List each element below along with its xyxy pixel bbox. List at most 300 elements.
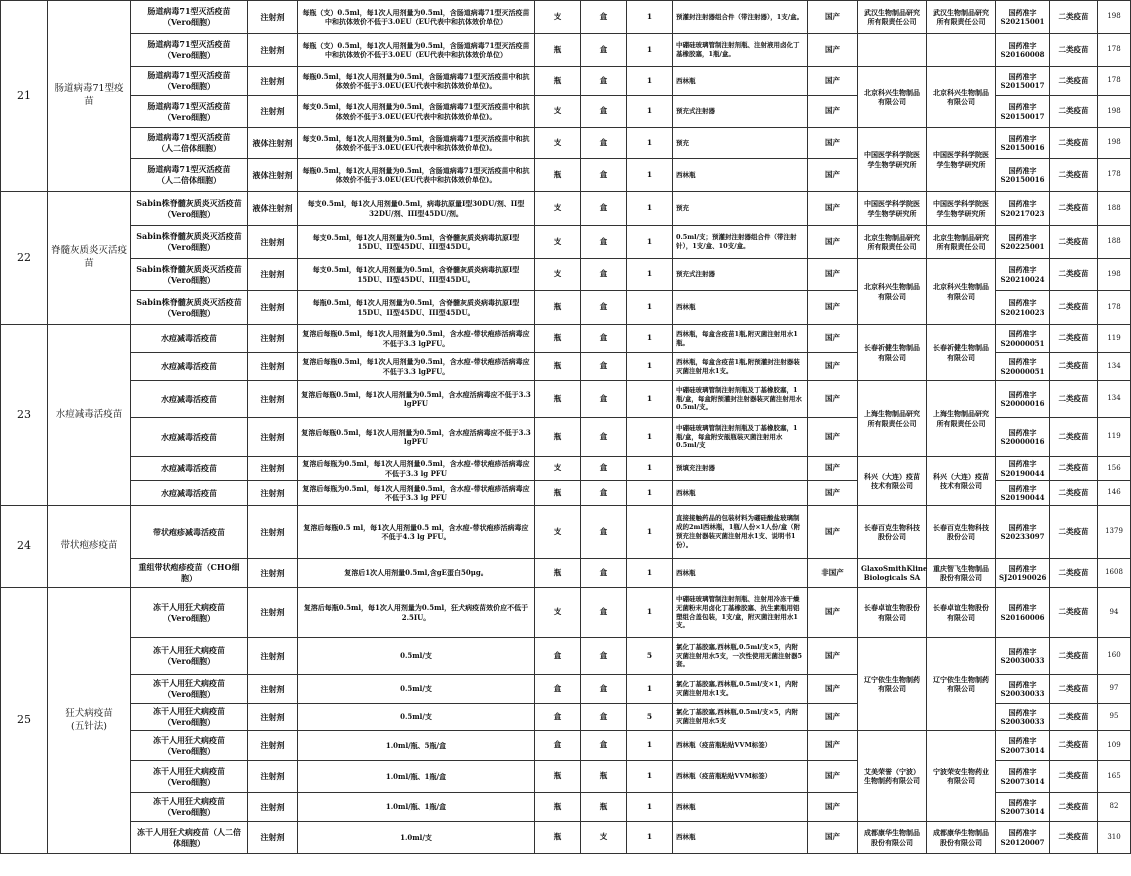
package-unit: 盒 xyxy=(581,291,627,325)
conversion-qty: 1 xyxy=(627,457,673,481)
conversion-qty: 1 xyxy=(627,291,673,325)
origin: 国产 xyxy=(808,353,858,381)
origin: 国产 xyxy=(808,259,858,291)
price: 160 xyxy=(1098,638,1131,675)
table-row xyxy=(1,1,1131,34)
price: 310 xyxy=(1098,822,1131,854)
table-row xyxy=(1,506,1131,559)
generic-name: 狂犬病疫苗 (五针法) xyxy=(48,588,131,854)
approval-number: 国药准字 S20150016 xyxy=(996,128,1050,159)
price: 198 xyxy=(1098,128,1131,159)
dosage-form: 注射剂 xyxy=(248,1,298,34)
vaccine-category: 二类疫苗 xyxy=(1050,704,1098,731)
manufacturer: 中国医学科学院医学生物学研究所 xyxy=(927,192,996,226)
specification: 复溶后每瓶0.5ml，每1次人用剂量为0.5ml，含水痘-带状疱疹活病毒应不低于3.3 lgPFU。 xyxy=(298,325,535,353)
approval-number: 国药准字 S20210023 xyxy=(996,291,1050,325)
specification: 每瓶0.5ml，每1次人用剂量为0.5ml，含肠道病毒71型灭活疫苗中和抗体效价不低于3.0EU(EU代表中和抗体效价单位)。 xyxy=(298,67,535,96)
dosage-form: 注射剂 xyxy=(248,226,298,259)
package-material: 氯化丁基胶塞,西林瓶,0.5ml/支×1，内附灭菌注射用水1支。 xyxy=(673,675,808,704)
conversion-qty: 1 xyxy=(627,761,673,793)
package-material: 预灌封注射器组合件（带注射器），1支/盒。 xyxy=(673,1,808,34)
min-unit: 支 xyxy=(535,1,581,34)
product-name: 水痘减毒活疫苗 xyxy=(131,418,248,457)
min-unit: 瓶 xyxy=(535,418,581,457)
package-unit: 盒 xyxy=(581,259,627,291)
package-unit: 盒 xyxy=(581,159,627,192)
approval-number: 国药准字 S20073014 xyxy=(996,793,1050,822)
vaccine-category: 二类疫苗 xyxy=(1050,822,1098,854)
vaccine-category: 二类疫苗 xyxy=(1050,192,1098,226)
marketing-holder: 上海生物制品研究所有限责任公司 xyxy=(858,381,927,457)
specification: 复溶后每瓶0.5ml，每1次人用剂量为0.5ml，含水痘活病毒应不低于3.3 lgPFU xyxy=(298,418,535,457)
package-unit: 瓶 xyxy=(581,761,627,793)
conversion-qty: 1 xyxy=(627,588,673,638)
approval-number: 国药准字 S20073014 xyxy=(996,761,1050,793)
min-unit: 盒 xyxy=(535,675,581,704)
min-unit: 瓶 xyxy=(535,822,581,854)
group-number: 21 xyxy=(1,1,48,192)
min-unit: 支 xyxy=(535,128,581,159)
dosage-form: 注射剂 xyxy=(248,325,298,353)
marketing-holder: 科兴（大连）疫苗技术有限公司 xyxy=(858,457,927,506)
table-row xyxy=(1,822,1131,854)
min-unit: 支 xyxy=(535,96,581,128)
price: 97 xyxy=(1098,675,1131,704)
product-name: Sabin株脊髓灰质炎灭活疫苗（Vero细胞） xyxy=(131,259,248,291)
origin: 国产 xyxy=(808,675,858,704)
vaccine-category: 二类疫苗 xyxy=(1050,793,1098,822)
min-unit: 盒 xyxy=(535,731,581,761)
min-unit: 支 xyxy=(535,457,581,481)
dosage-form: 注射剂 xyxy=(248,381,298,418)
manufacturer: 宁波荣安生物药业有限公司 xyxy=(927,731,996,822)
conversion-qty: 1 xyxy=(627,381,673,418)
dosage-form: 液体注射剂 xyxy=(248,159,298,192)
product-name: 水痘减毒活疫苗 xyxy=(131,353,248,381)
package-unit: 盒 xyxy=(581,506,627,559)
package-material: 0.5ml/支；预灌封注射器组合件（带注射针），1支/盒、10支/盒。 xyxy=(673,226,808,259)
package-unit: 盒 xyxy=(581,128,627,159)
vaccine-category: 二类疫苗 xyxy=(1050,291,1098,325)
min-unit: 支 xyxy=(535,506,581,559)
specification: 每瓶（支）0.5ml，每1次人用剂量为0.5ml，含肠道病毒71型灭活疫苗中和抗体效价不低于3.0EU（EU代表中和抗体效价单位） xyxy=(298,1,535,34)
origin: 国产 xyxy=(808,67,858,96)
origin: 国产 xyxy=(808,704,858,731)
package-material: 西林瓶，每盒含疫苗1瓶,附灭菌注射用水1瓶。 xyxy=(673,325,808,353)
package-unit: 盒 xyxy=(581,418,627,457)
dosage-form: 注射剂 xyxy=(248,638,298,675)
package-unit: 盒 xyxy=(581,675,627,704)
approval-number: 国药准字 S20000016 xyxy=(996,381,1050,418)
min-unit: 支 xyxy=(535,259,581,291)
conversion-qty: 1 xyxy=(627,67,673,96)
package-unit: 盒 xyxy=(581,731,627,761)
table-row xyxy=(1,34,1131,67)
manufacturer: 北京生物制品研究所有限责任公司 xyxy=(927,226,996,259)
conversion-qty: 1 xyxy=(627,259,673,291)
package-material: 直接接触药品的包装材料为硼硅酸盐玻璃制成的2ml西林瓶，1瓶/人份×1人份/盒（附预充注射器装灭菌注射用水1支、说明书1份）。 xyxy=(673,506,808,559)
min-unit: 瓶 xyxy=(535,67,581,96)
origin: 国产 xyxy=(808,128,858,159)
dosage-form: 注射剂 xyxy=(248,418,298,457)
product-name: 重组带状疱疹疫苗（CHO细胞） xyxy=(131,559,248,588)
package-material: 预充 xyxy=(673,192,808,226)
vaccine-category: 二类疫苗 xyxy=(1050,638,1098,675)
price: 165 xyxy=(1098,761,1131,793)
vaccine-category: 二类疫苗 xyxy=(1050,325,1098,353)
product-name: 水痘减毒活疫苗 xyxy=(131,481,248,506)
product-name: Sabin株脊髓灰质炎灭活疫苗（Vero细胞） xyxy=(131,192,248,226)
vaccine-category: 二类疫苗 xyxy=(1050,226,1098,259)
price: 198 xyxy=(1098,259,1131,291)
product-name: 水痘减毒活疫苗 xyxy=(131,457,248,481)
dosage-form: 注射剂 xyxy=(248,96,298,128)
marketing-holder: 长春卓谊生物股份有限公司 xyxy=(858,588,927,638)
group-number: 22 xyxy=(1,192,48,325)
approval-number: 国药准字 S20215001 xyxy=(996,1,1050,34)
origin: 国产 xyxy=(808,481,858,506)
package-unit: 盒 xyxy=(581,353,627,381)
min-unit: 瓶 xyxy=(535,761,581,793)
package-material: 中硼硅玻璃管制注射剂瓶、注射液用卤化丁基橡胶塞，1瓶/盒。 xyxy=(673,34,808,67)
table-row xyxy=(1,325,1131,353)
origin: 国产 xyxy=(808,159,858,192)
marketing-holder: 长春祈健生物制品有限公司 xyxy=(858,325,927,381)
price: 94 xyxy=(1098,588,1131,638)
specification: 复溶后每瓶为0.5ml，每1次人用剂量0.5ml，含水痘-带状疱疹活病毒应不低于3.3 lg PFU xyxy=(298,481,535,506)
conversion-qty: 1 xyxy=(627,559,673,588)
package-material: 氯化丁基胶塞,西林瓶,0.5ml/支×5，内附灭菌注射用水5支 xyxy=(673,704,808,731)
generic-name: 脊髓灰质炎灭活疫苗 xyxy=(48,192,131,325)
price: 178 xyxy=(1098,34,1131,67)
manufacturer: 辽宁依生生物制药有限公司 xyxy=(927,638,996,731)
marketing-holder: 北京生物制品研究所有限责任公司 xyxy=(858,226,927,259)
price: 95 xyxy=(1098,704,1131,731)
table-row xyxy=(1,588,1131,638)
approval-number: 国药准字 S20210024 xyxy=(996,259,1050,291)
package-material: 西林瓶（疫苗瓶粘贴VVM标签） xyxy=(673,731,808,761)
conversion-qty: 1 xyxy=(627,1,673,34)
specification: 复溶后每瓶0.5ml，每1次人用剂量为0.5ml，狂犬病疫苗效价应不低于2.5IU。 xyxy=(298,588,535,638)
specification: 1.0ml/瓶、1瓶/盒 xyxy=(298,793,535,822)
package-material: 西林瓶 xyxy=(673,291,808,325)
price: 156 xyxy=(1098,457,1131,481)
package-material: 西林瓶 xyxy=(673,481,808,506)
manufacturer: 武汉生物制品研究所有限责任公司 xyxy=(927,1,996,34)
price: 134 xyxy=(1098,381,1131,418)
conversion-qty: 1 xyxy=(627,325,673,353)
conversion-qty: 1 xyxy=(627,96,673,128)
dosage-form: 注射剂 xyxy=(248,675,298,704)
product-name: 肠道病毒71型灭活疫苗 （人二倍体细胞） xyxy=(131,159,248,192)
manufacturer: 长春百克生物科技股份公司 xyxy=(927,506,996,559)
manufacturer: 科兴（大连）疫苗技术有限公司 xyxy=(927,457,996,506)
approval-number: 国药准字 S20150017 xyxy=(996,96,1050,128)
price: 178 xyxy=(1098,291,1131,325)
product-name: 肠道病毒71型灭活疫苗 （Vero细胞） xyxy=(131,67,248,96)
price: 188 xyxy=(1098,226,1131,259)
manufacturer: 北京科兴生物制品有限公司 xyxy=(927,67,996,128)
origin: 国产 xyxy=(808,731,858,761)
min-unit: 支 xyxy=(535,588,581,638)
price: 188 xyxy=(1098,192,1131,226)
dosage-form: 注射剂 xyxy=(248,291,298,325)
product-name: 冻干人用狂犬病疫苗 （Vero细胞） xyxy=(131,793,248,822)
package-material: 西林瓶 xyxy=(673,559,808,588)
price: 82 xyxy=(1098,793,1131,822)
manufacturer: 重庆智飞生物制品股份有限公司 xyxy=(927,559,996,588)
specification: 每支0.5ml，每1次人用剂量为0.5ml，含脊髓灰质炎病毒抗原I型15DU、II型45DU、III型45DU。 xyxy=(298,259,535,291)
dosage-form: 注射剂 xyxy=(248,353,298,381)
dosage-form: 注射剂 xyxy=(248,481,298,506)
product-name: 水痘减毒活疫苗 xyxy=(131,325,248,353)
package-unit: 盒 xyxy=(581,704,627,731)
conversion-qty: 5 xyxy=(627,704,673,731)
package-material: 中硼硅玻璃管制注射剂瓶及丁基橡胶塞，1瓶/盒，每盒附安瓿瓶装灭菌注射用水0.5ml/支 xyxy=(673,418,808,457)
dosage-form: 注射剂 xyxy=(248,761,298,793)
min-unit: 瓶 xyxy=(535,559,581,588)
conversion-qty: 1 xyxy=(627,418,673,457)
manufacturer: 长春祈健生物制品有限公司 xyxy=(927,325,996,381)
origin: 国产 xyxy=(808,96,858,128)
product-name: 冻干人用狂犬病疫苗 （Vero细胞） xyxy=(131,761,248,793)
manufacturer: 长春卓谊生物股份有限公司 xyxy=(927,588,996,638)
conversion-qty: 1 xyxy=(627,793,673,822)
specification: 1.0ml/瓶、5瓶/盒 xyxy=(298,731,535,761)
dosage-form: 注射剂 xyxy=(248,731,298,761)
specification: 0.5ml/支 xyxy=(298,638,535,675)
dosage-form: 注射剂 xyxy=(248,588,298,638)
table-row xyxy=(1,192,1131,226)
dosage-form: 注射剂 xyxy=(248,259,298,291)
group-number: 25 xyxy=(1,588,48,854)
specification: 每瓶（支）0.5ml，每1次人用剂量为0.5ml，含肠道病毒71型灭活疫苗中和抗体效价不低于3.0EU（EU代表中和抗体效价单位） xyxy=(298,34,535,67)
table-row xyxy=(1,731,1131,761)
specification: 0.5ml/支 xyxy=(298,704,535,731)
product-name: 冻干人用狂犬病疫苗 （Vero细胞） xyxy=(131,704,248,731)
price: 134 xyxy=(1098,353,1131,381)
package-material: 西林瓶 xyxy=(673,159,808,192)
dosage-form: 注射剂 xyxy=(248,793,298,822)
package-unit: 瓶 xyxy=(581,793,627,822)
origin: 国产 xyxy=(808,457,858,481)
specification: 1.0ml/支 xyxy=(298,822,535,854)
vaccine-category: 二类疫苗 xyxy=(1050,761,1098,793)
price: 198 xyxy=(1098,1,1131,34)
package-unit: 盒 xyxy=(581,67,627,96)
approval-number: 国药准字 S20030033 xyxy=(996,704,1050,731)
marketing-holder: GlaxoSmithKline Biologicals SA xyxy=(858,559,927,588)
origin: 国产 xyxy=(808,291,858,325)
min-unit: 瓶 xyxy=(535,793,581,822)
marketing-holder: 成都康华生物制品股份有限公司 xyxy=(858,822,927,854)
min-unit: 瓶 xyxy=(535,159,581,192)
dosage-form: 注射剂 xyxy=(248,506,298,559)
marketing-holder: 中国医学科学院医学生物学研究所 xyxy=(858,128,927,192)
marketing-holder: 武汉生物制品研究所有限责任公司 xyxy=(858,1,927,34)
marketing-holder: 长春百克生物科技股份公司 xyxy=(858,506,927,559)
origin: 国产 xyxy=(808,325,858,353)
approval-number: 国药准字 S20000016 xyxy=(996,418,1050,457)
product-name: Sabin株脊髓灰质炎灭活疫苗（Vero细胞） xyxy=(131,226,248,259)
package-unit: 盒 xyxy=(581,559,627,588)
vaccine-category: 二类疫苗 xyxy=(1050,34,1098,67)
dosage-form: 注射剂 xyxy=(248,822,298,854)
manufacturer: 上海生物制品研究所有限责任公司 xyxy=(927,381,996,457)
table-row xyxy=(1,559,1131,588)
origin: 国产 xyxy=(808,793,858,822)
specification: 每支0.5ml，每1次人用剂量为0.5ml，含肠道病毒71型灭活疫苗中和抗体效价不低于3.0EU(EU代表中和抗体效价单位)。 xyxy=(298,128,535,159)
vaccine-category: 二类疫苗 xyxy=(1050,675,1098,704)
price: 178 xyxy=(1098,159,1131,192)
origin: 国产 xyxy=(808,34,858,67)
package-material: 中硼硅玻璃管制注射剂瓶、注射用冷冻干燥无菌粉末用卤化丁基橡胶塞、抗生素瓶用铝塑组合盖包装，1支/盒，附灭菌注射用水1支。 xyxy=(673,588,808,638)
approval-number: 国药准字 S20190044 xyxy=(996,481,1050,506)
conversion-qty: 5 xyxy=(627,638,673,675)
manufacturer xyxy=(927,34,996,67)
product-name: 冻干人用狂犬病疫苗 （Vero细胞） xyxy=(131,638,248,675)
product-name: 冻干人用狂犬病疫苗（人二倍体细胞） xyxy=(131,822,248,854)
approval-number: 国药准字 S20150017 xyxy=(996,67,1050,96)
vaccine-category: 二类疫苗 xyxy=(1050,588,1098,638)
vaccine-category: 二类疫苗 xyxy=(1050,418,1098,457)
vaccine-category: 二类疫苗 xyxy=(1050,96,1098,128)
price: 119 xyxy=(1098,418,1131,457)
conversion-qty: 1 xyxy=(627,226,673,259)
approval-number: 国药准字 S20000051 xyxy=(996,325,1050,353)
origin: 非国产 xyxy=(808,559,858,588)
vaccine-category: 二类疫苗 xyxy=(1050,559,1098,588)
origin: 国产 xyxy=(808,226,858,259)
origin: 国产 xyxy=(808,822,858,854)
package-material: 中硼硅玻璃管制注射剂瓶及丁基橡胶塞，1瓶/盒，每盒附预灌封注射器装灭菌注射用水0.5ml/支。 xyxy=(673,381,808,418)
conversion-qty: 1 xyxy=(627,192,673,226)
package-material: 预充 xyxy=(673,128,808,159)
vaccine-category: 二类疫苗 xyxy=(1050,128,1098,159)
min-unit: 瓶 xyxy=(535,291,581,325)
specification: 每瓶0.5ml，每1次人用剂量为0.5ml，含脊髓灰质炎病毒抗原I型15DU、II型45DU、III型45DU。 xyxy=(298,291,535,325)
package-unit: 盒 xyxy=(581,226,627,259)
manufacturer: 北京科兴生物制品有限公司 xyxy=(927,259,996,325)
table-row xyxy=(1,457,1131,481)
package-unit: 盒 xyxy=(581,481,627,506)
specification: 每支0.5ml，每1次人用剂量为0.5ml，含脊髓灰质炎病毒抗原I型15DU、II型45DU、III型45DU。 xyxy=(298,226,535,259)
package-unit: 盒 xyxy=(581,457,627,481)
package-material: 西林瓶（疫苗瓶粘贴VVM标签） xyxy=(673,761,808,793)
table-body xyxy=(1,1,1131,854)
dosage-form: 注射剂 xyxy=(248,457,298,481)
manufacturer: 中国医学科学院医学生物学研究所 xyxy=(927,128,996,192)
approval-number: 国药准字 S20073014 xyxy=(996,731,1050,761)
conversion-qty: 1 xyxy=(627,353,673,381)
group-number: 24 xyxy=(1,506,48,588)
conversion-qty: 1 xyxy=(627,159,673,192)
price: 198 xyxy=(1098,96,1131,128)
specification: 复溶后每瓶为0.5ml，每1次人用剂量0.5ml，含水痘-带状疱疹活病毒应不低于3.3 lg PFU xyxy=(298,457,535,481)
specification: 复溶后1次人用剂量0.5ml,含gE蛋白50μg。 xyxy=(298,559,535,588)
specification: 每瓶0.5ml，每1次人用剂量为0.5ml，含肠道病毒71型灭活疫苗中和抗体效价不低于3.0EU(EU代表中和抗体效价单位)。 xyxy=(298,159,535,192)
marketing-holder: 北京科兴生物制品有限公司 xyxy=(858,67,927,128)
vaccine-category: 二类疫苗 xyxy=(1050,731,1098,761)
marketing-holder xyxy=(858,34,927,67)
min-unit: 瓶 xyxy=(535,34,581,67)
package-unit: 盒 xyxy=(581,588,627,638)
approval-number: 国药准字 SJ20190026 xyxy=(996,559,1050,588)
conversion-qty: 1 xyxy=(627,481,673,506)
approval-number: 国药准字 S20225001 xyxy=(996,226,1050,259)
specification: 0.5ml/支 xyxy=(298,675,535,704)
min-unit: 支 xyxy=(535,192,581,226)
table-row xyxy=(1,259,1131,291)
vaccine-category: 二类疫苗 xyxy=(1050,457,1098,481)
specification: 复溶后每瓶0.5ml，每1次人用剂量为0.5ml，含水痘-带状疱疹活病毒应不低于3.3 lgPFU。 xyxy=(298,353,535,381)
price: 119 xyxy=(1098,325,1131,353)
product-name: 肠道病毒71型灭活疫苗 （Vero细胞） xyxy=(131,34,248,67)
approval-number: 国药准字 S20120007 xyxy=(996,822,1050,854)
product-name: 冻干人用狂犬病疫苗 （Vero细胞） xyxy=(131,588,248,638)
specification: 每支0.5ml，每1次人用剂量为0.5ml，含肠道病毒71型灭活疫苗中和抗体效价不低于3.0EU(EU代表中和抗体效价单位)。 xyxy=(298,96,535,128)
group-number: 23 xyxy=(1,325,48,506)
vaccine-category: 二类疫苗 xyxy=(1050,259,1098,291)
marketing-holder: 艾美荣誉（宁波）生物制药有限公司 xyxy=(858,731,927,822)
approval-number: 国药准字 S20160008 xyxy=(996,34,1050,67)
generic-name: 肠道病毒71型疫苗 xyxy=(48,1,131,192)
specification: 复溶后每瓶0.5 ml，每1次人用剂量0.5 ml，含水痘-带状疱疹活病毒应不低于4.3 lg PFU。 xyxy=(298,506,535,559)
min-unit: 瓶 xyxy=(535,325,581,353)
package-unit: 盒 xyxy=(581,381,627,418)
conversion-qty: 1 xyxy=(627,675,673,704)
table-row xyxy=(1,226,1131,259)
product-name: 肠道病毒71型灭活疫苗 （Vero细胞） xyxy=(131,1,248,34)
origin: 国产 xyxy=(808,638,858,675)
origin: 国产 xyxy=(808,1,858,34)
package-unit: 盒 xyxy=(581,1,627,34)
package-material: 预填充注射器 xyxy=(673,457,808,481)
dosage-form: 注射剂 xyxy=(248,704,298,731)
specification: 1.0ml/瓶、1瓶/盒 xyxy=(298,761,535,793)
manufacturer: 成都康华生物制品股份有限公司 xyxy=(927,822,996,854)
package-unit: 盒 xyxy=(581,325,627,353)
marketing-holder: 中国医学科学院医学生物学研究所 xyxy=(858,192,927,226)
generic-name: 带状疱疹疫苗 xyxy=(48,506,131,588)
approval-number: 国药准字 S20150016 xyxy=(996,159,1050,192)
min-unit: 盒 xyxy=(535,638,581,675)
conversion-qty: 1 xyxy=(627,506,673,559)
origin: 国产 xyxy=(808,588,858,638)
dosage-form: 液体注射剂 xyxy=(248,128,298,159)
price: 1379 xyxy=(1098,506,1131,559)
package-material: 预充式注射器 xyxy=(673,259,808,291)
dosage-form: 注射剂 xyxy=(248,559,298,588)
specification: 复溶后每瓶0.5ml，每1次人用剂量为0.5ml，含水痘活病毒应不低于3.3 lgPFU xyxy=(298,381,535,418)
conversion-qty: 1 xyxy=(627,731,673,761)
package-material: 西林瓶 xyxy=(673,793,808,822)
price: 178 xyxy=(1098,67,1131,96)
product-name: 肠道病毒71型灭活疫苗 （人二倍体细胞） xyxy=(131,128,248,159)
dosage-form: 注射剂 xyxy=(248,34,298,67)
generic-name: 水痘减毒活疫苗 xyxy=(48,325,131,506)
origin: 国产 xyxy=(808,381,858,418)
table-row xyxy=(1,67,1131,96)
table-row xyxy=(1,638,1131,675)
min-unit: 瓶 xyxy=(535,353,581,381)
marketing-holder: 辽宁依生生物制药有限公司 xyxy=(858,638,927,731)
vaccine-category: 二类疫苗 xyxy=(1050,353,1098,381)
package-unit: 盒 xyxy=(581,34,627,67)
min-unit: 瓶 xyxy=(535,381,581,418)
min-unit: 盒 xyxy=(535,704,581,731)
marketing-holder: 北京科兴生物制品有限公司 xyxy=(858,259,927,325)
